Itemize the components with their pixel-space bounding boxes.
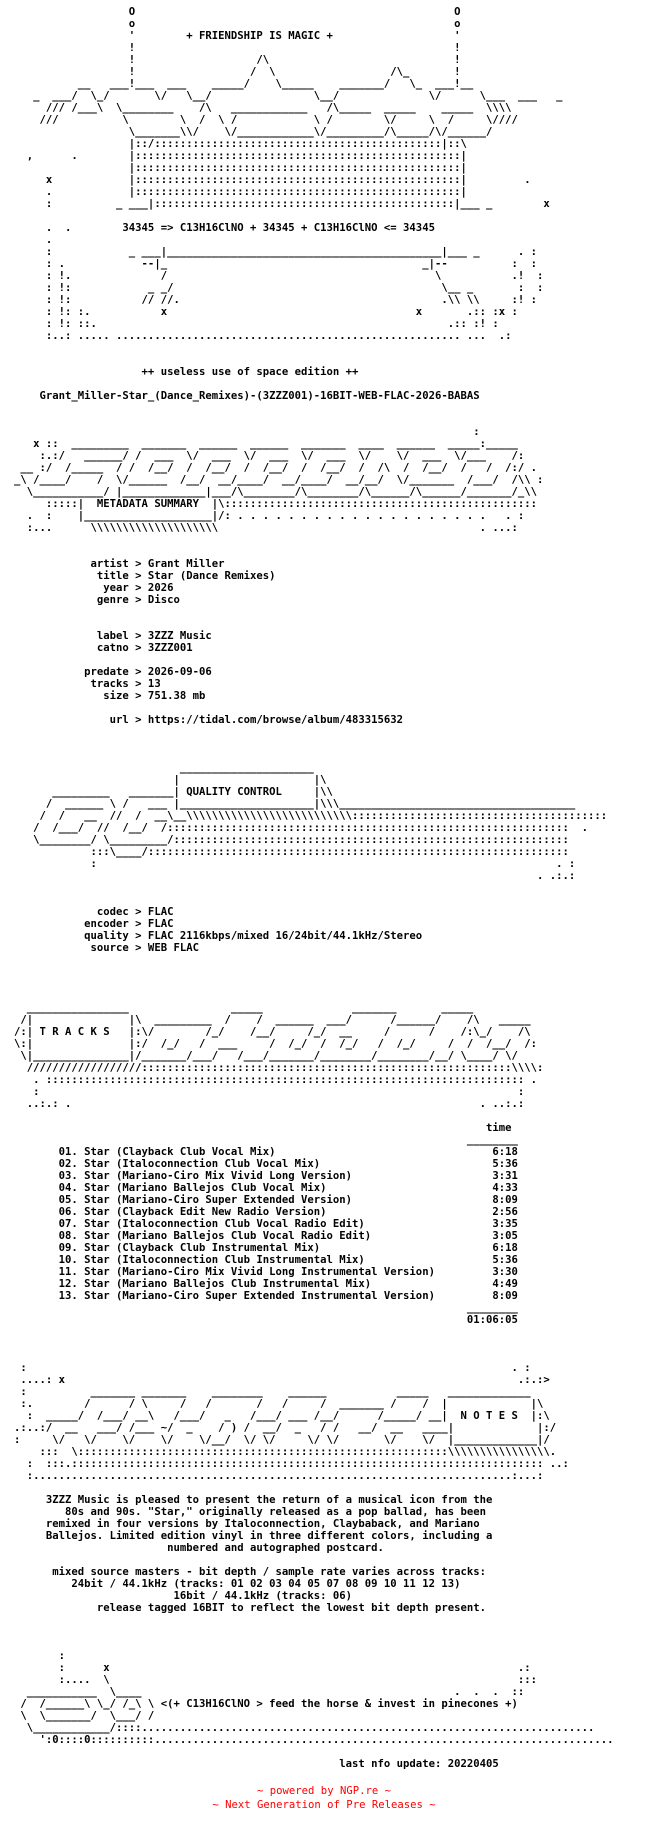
footer-tagline[interactable]: ~ Next Generation of Pre Releases ~ bbox=[212, 1799, 436, 1811]
footer-powered-by[interactable]: ~ powered by NGP.re ~ bbox=[257, 1785, 391, 1797]
nfo-text: O O o o ' + FRIENDSHIP IS MAGIC + ' ! ! ! /\ ! ! / \ /\_ ! __ ___!___ ___ _____/ \_____ _______/ \_ ___!__ _ ___/ \_/ \/ \__/ \__/ \/ \___ ___ _ /// /___\ \________ /\ ____________ /\_____ _____ _____ \\\\ /// \ \ / \ / \ / \/ \ / \//// \_______\\/ \/____________\/_________/\_____/\/______/ |::/:::::::::::::::::::::::::::::::::::::::::::::|::\ , . |:::::::::::::::::::::::::::::::::::::::::::::::::::| |:::::::::::::::::::::::::::::::::::::::::::::::::::| x |:::::::::::::::::::::::::::::::::::::::::::::::::::| . . |:::::::::::::::::::::::::::::::::::::::::::::::::::| : _ ___|:::::::::::::::::::::::::::::::::::::::::::::::|___ _ x . . 34345 => C13H16ClNO + 34345 + C13H16ClNO <= 34345 . : _ ___|___________________________________________|___ _ . : : . --|_ _|-- : : : !. / \ .! : : !: _ _/ \__ _ : : : !: // //. .\\ \\ :! : : !: :. x x .:: :x : : !: ::. .:: :! : :..: ..... ...................................................... ... .: ++ useless use of space edition ++ Grant_Miller-Star_(Dance_Remixes)-(3ZZZ001)-16BIT-WEB-FLAC-2026-BABAS : x :: _________ _______ ______ ______ _______ ____ ______ _____:_____ :.:/ ______/ / ___ \/ ___ \/ ___ \/ ___ \/ \/ ___ \/___ /: __ :/ /_____ / / /__/ / /__/ / /__/ / /__/ / /\ / /__/ / / /:/ . _\ /____/ / \/______ /__/ __/____/ __/____/ __/__/ \/_______ /___/ /\\ : \___________/ |_____________|___/\________/\________/\______/\______/_______/_\\ :::::| METADATA SUMMARY |\::::::::::::::::::::::::::::::::::::::::::::::::: . : |____________________|/: . . . . . . . . . . . . . . . . . . . . . : :... \\\\\\\\\\\\\\\\\\\\ . ...: artist > Grant Miller title > Star (Dance Remixes) year > 2026 genre > Disco label > 3ZZZ Music catno > 3ZZZ001 predate > 2026-09-06 tracks > 13 size > 751.38 mb url > https://tidal.com/browse/album/483315632 _____________________ | |\ _________ _______| QUALITY CONTROL |\\ / ______ \ / ___ |_____________________|\\\_____________________________________ / / __ // / __\__\\\\\\\\\\\\\\\\\\\\\\\\\\:::::::::::::::::::::::::::::::::::::::: / /___/ // /__/ /::::::::::::::::::::::::::::::::::::::::::::::::::::::::::::::: . \________/ \_________/:::::::::::::::::::::::::::::::::::::::::::::::::::::::::::::: :::\____/:::::::::::::::::::::::::::::::::::::::::::::::::::::::::::::::::: : . : . .:.: codec > FLAC encoder > FLAC quality > FLAC 2116kbps/mixed 16/24bit/44.1kHz/Stereo source > WEB FLAC ________________ _____ _______ _____ /| |\ _________ / / ______ ___/ /______/ /\ _____ /:| T R A C K S |:\/ /_/ /__/ /_/ __ / / /:\_/ /\ \:| |:/ /_/ / ___ / /_/ / /_/ / /_/ / / /__/ /: \|_______________|/_______/___/ /___/_______/________/________/__/ \____/ \/ //////////////////::::::::::::::::::::::::::::::::::::::::::::::::::::::::::\\\\: . ::::::::::::::::::::::::::::::::::::::::::::::::::::::::::::::::::::::::::: . : : ..:.: . . ..:.: time ________ 01. Star (Clayback Club Vocal Mix) 6:18 02. Star (Italoconnection Club Vocal Mix) 5:36 03. Star (Mariano-Ciro Mix Vivid Long Version) 3:31 04. Star (Mariano Ballejos Club Vocal Mix) 4:33 05. Star (Mariano-Ciro Super Extended Version) 8:09 06. Star (Clayback Edit New Radio Version) 2:56 07. Star (Italoconnection Club Vocal Radio Edit) 3:35 08. Star (Mariano Ballejos Club Vocal Radio Edit) 3:05 09. Star (Clayback Club Instrumental Mix) 6:18 10. Star (Italoconnection Club Instrumental Mix) 5:36 11. Star (Mariano-Ciro Mix Vivid Long Instrumental Version) 3:30 12. Star (Mariano Ballejos Club Instrumental Mix) 4:49 13. Star (Mariano-Ciro Super Extended Instrumental Version) 8:09 ________ 01:06:05 : . : ....: x .:.:> : _______ _______ ________ ______ _____ _____________ :. / / \ / / / / / _______ / / | |\ : _____/ /___/ __\ /___/ _ /___/ ___ /__/ /_____/ __| N O T E S |:\ .:..:/ __ ___/ /___ ~/ _ / ) / __/ _ / / __/ __ ____| |:/ : \/ \/ \/ \/ \/__/ \/ \/ \/ \/ \/ \/ |_____________|/ ::: \::::::::::::::::::::::::::::::::::::::::::::::::::::::::::\\\\\\\\\\\\\\\\. : :::.:::::::::::::::::::::::::::::::::::::::::::::::::::::::::::::::::::::::::: ..: :...........................................................................:...: 3ZZZ Music is pleased to present the return of a musical icon from the 80s and 90s. "Star," originally released as a pop ballad, has been remixed in four versions by Italoconnection, Claybaback, and Mariano Ballejos. Limited edition vinyl in three different colors, including a numbered and autographed postcard. mixed source masters - bit depth / sample rate varies across tracks: 24bit / 44.1kHz (tracks: 01 02 03 04 05 07 08 09 10 11 12 13) 16bit / 44.1kHz (tracks: 06) release tagged 16BIT to reflect the lowest bit depth present. : : x .: :.... \ ::: ___________ \____ . . . :: / /______\ \_/ /_\ \ <(+ C13H16ClNO > feed the horse & invest in pinecones +) \ \_______/ \___/ / \____________/::::....................................................................... ':0::::0::::::::::........................................................................ last nfo update: 20220405 bbox=[14, 6, 614, 1770]
